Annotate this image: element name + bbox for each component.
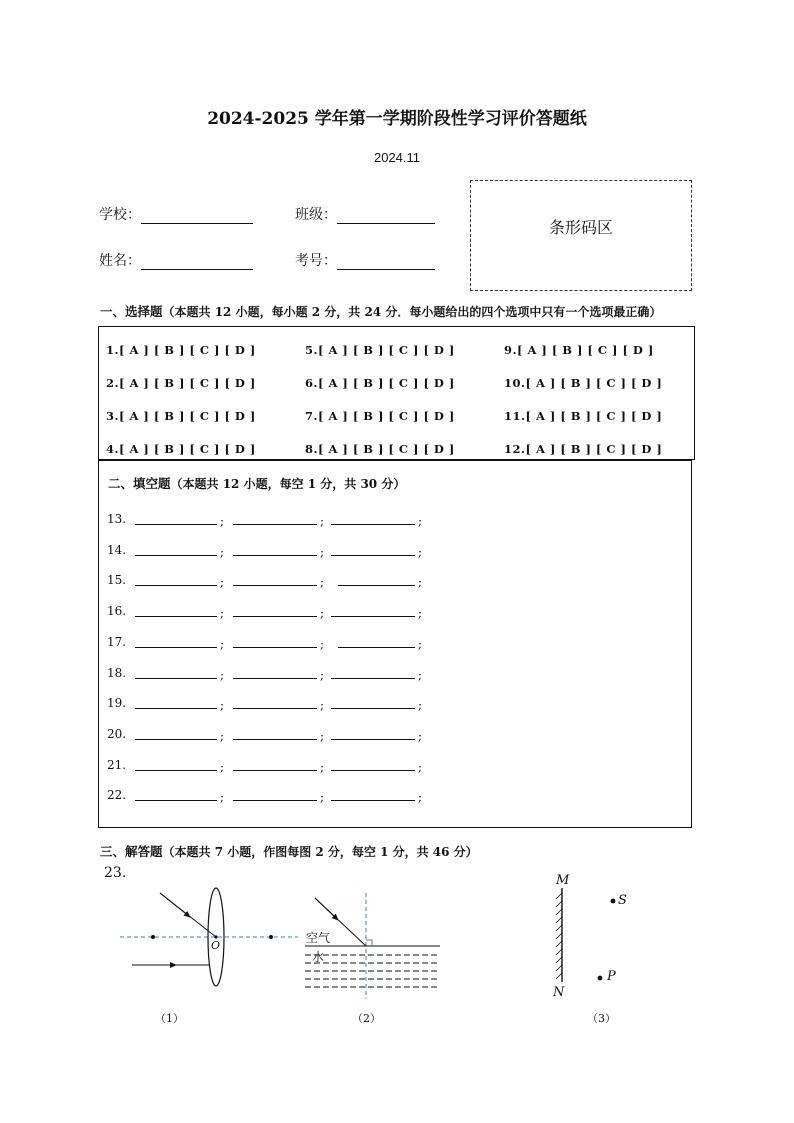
blank-separator: ; bbox=[418, 636, 423, 651]
blank-separator: ; bbox=[320, 667, 325, 682]
blank-separator: ; bbox=[320, 728, 325, 743]
name-label: 姓名： bbox=[99, 253, 141, 269]
class-field bbox=[295, 204, 435, 224]
blank-separator: ; bbox=[220, 698, 225, 713]
optical-center-label: O bbox=[211, 939, 221, 952]
fill-row-number: 21. bbox=[107, 757, 127, 772]
blank-separator: ; bbox=[320, 606, 325, 621]
point-s-dot bbox=[611, 899, 616, 904]
choice-item-3[interactable]: 3.[ A ] [ B ] [ C ] [ D ] bbox=[106, 409, 256, 423]
choice-item-9[interactable]: 9.[ A ] [ B ] [ C ] [ D ] bbox=[504, 343, 654, 357]
choice-item-2[interactable]: 2.[ A ] [ B ] [ C ] [ D ] bbox=[106, 376, 256, 390]
choice-item-12[interactable]: 12.[ A ] [ B ] [ C ] [ D ] bbox=[504, 442, 663, 456]
blank-separator: ; bbox=[320, 544, 325, 559]
blank-separator: ; bbox=[220, 790, 225, 805]
fill-row-number: 13. bbox=[107, 512, 127, 526]
exam-no-blank[interactable] bbox=[337, 269, 435, 270]
fill-blank[interactable] bbox=[233, 647, 317, 648]
blank-separator: ; bbox=[320, 575, 325, 590]
point-p-label: P bbox=[607, 969, 616, 984]
blank-separator: ; bbox=[320, 790, 325, 805]
section3-heading bbox=[100, 842, 478, 860]
right-angle-mark bbox=[366, 940, 372, 946]
section2-heading bbox=[108, 474, 405, 492]
focal-point-right bbox=[269, 935, 273, 939]
lens-figure bbox=[120, 880, 300, 995]
fill-blank[interactable] bbox=[233, 739, 317, 740]
fill-blank[interactable] bbox=[331, 770, 415, 771]
fill-blank[interactable] bbox=[135, 739, 217, 740]
page-title: 2024-2025 学年第一学期阶段性学习评价答题纸 bbox=[207, 109, 587, 129]
focal-point-left bbox=[151, 935, 155, 939]
fill-blank[interactable] bbox=[331, 555, 415, 556]
fill-blank[interactable] bbox=[331, 616, 415, 617]
figure-3-caption: （3） bbox=[587, 1012, 616, 1025]
blank-separator: ; bbox=[220, 514, 225, 528]
water-label: 水 bbox=[312, 950, 325, 964]
mirror-bottom-label: N bbox=[553, 985, 565, 1000]
section1-heading bbox=[100, 302, 661, 320]
fill-row-number: 22. bbox=[107, 788, 127, 803]
figure-2-caption: （2） bbox=[352, 1012, 381, 1025]
choice-item-6[interactable]: 6.[ A ] [ B ] [ C ] [ D ] bbox=[305, 376, 455, 390]
fill-blank[interactable] bbox=[338, 585, 415, 586]
choice-item-4[interactable]: 4.[ A ] [ B ] [ C ] [ D ] bbox=[106, 442, 256, 456]
fill-blank[interactable] bbox=[233, 678, 317, 679]
fill-answer-box bbox=[98, 460, 692, 828]
fill-blank[interactable] bbox=[331, 739, 415, 740]
choice-item-5[interactable]: 5.[ A ] [ B ] [ C ] [ D ] bbox=[305, 343, 455, 357]
blank-separator: ; bbox=[320, 514, 325, 528]
exam-no-label: 考号： bbox=[295, 253, 337, 269]
fill-blank[interactable] bbox=[331, 800, 415, 801]
blank-separator: ; bbox=[220, 575, 225, 590]
class-blank[interactable] bbox=[337, 223, 435, 224]
fill-blank[interactable] bbox=[135, 585, 217, 586]
fill-blank[interactable] bbox=[135, 616, 217, 617]
fill-blank[interactable] bbox=[233, 524, 317, 525]
school-label: 学校： bbox=[99, 207, 141, 223]
fill-row-number: 16. bbox=[107, 604, 127, 619]
blank-separator: ; bbox=[418, 575, 423, 590]
school-blank[interactable] bbox=[141, 223, 253, 224]
choice-item-11[interactable]: 11.[ A ] [ B ] [ C ] [ D ] bbox=[504, 409, 663, 423]
point-s-label: S bbox=[618, 893, 627, 908]
blank-separator: ; bbox=[220, 636, 225, 651]
blank-separator: ; bbox=[418, 698, 423, 713]
blank-separator: ; bbox=[220, 759, 225, 774]
blank-separator: ; bbox=[418, 728, 423, 743]
school-field bbox=[99, 204, 253, 224]
point-p-dot bbox=[598, 976, 603, 981]
fill-blank[interactable] bbox=[233, 800, 317, 801]
blank-separator: ; bbox=[418, 514, 423, 528]
blank-separator: ; bbox=[320, 698, 325, 713]
fill-blank[interactable] bbox=[233, 708, 317, 709]
fill-blank[interactable] bbox=[135, 678, 217, 679]
name-blank[interactable] bbox=[141, 269, 253, 270]
section2-note: （本题共 12 小题，每空 1 分，共 30 分） bbox=[170, 477, 406, 491]
fill-blank[interactable] bbox=[135, 770, 217, 771]
barcode-area bbox=[470, 180, 692, 291]
blank-separator: ; bbox=[220, 544, 225, 559]
blank-separator: ; bbox=[418, 606, 423, 621]
blank-separator: ; bbox=[220, 667, 225, 682]
ray-arrow-1 bbox=[160, 893, 190, 917]
fill-row-number: 18. bbox=[107, 665, 127, 680]
fill-blank[interactable] bbox=[135, 524, 217, 525]
fill-row-number: 20. bbox=[107, 726, 127, 741]
blank-separator: ; bbox=[220, 728, 225, 743]
choice-answer-box bbox=[98, 326, 695, 460]
fill-row-number: 17. bbox=[107, 634, 127, 649]
section1-note: （本题共 12 小题，每小题 2 分，共 24 分．每小题给出的四个选项中只有一个选项最正确） bbox=[162, 305, 662, 319]
exam-date: 2024.11 bbox=[373, 150, 421, 165]
blank-separator: ; bbox=[220, 606, 225, 621]
blank-separator: ; bbox=[418, 544, 423, 559]
fill-blank[interactable] bbox=[331, 524, 415, 525]
fill-row-number: 19. bbox=[107, 696, 127, 711]
fill-blank[interactable] bbox=[233, 770, 317, 771]
fill-blank[interactable] bbox=[135, 555, 217, 556]
name-field bbox=[99, 250, 253, 270]
incident-ray-arrow bbox=[315, 898, 338, 920]
fill-blank[interactable] bbox=[233, 585, 317, 586]
section2-title: 二、填空题 bbox=[108, 476, 171, 491]
figure-1-caption: （1） bbox=[155, 1012, 184, 1025]
blank-separator: ; bbox=[418, 790, 423, 805]
air-label: 空气 bbox=[306, 931, 331, 945]
fill-blank[interactable] bbox=[331, 708, 415, 709]
blank-separator: ; bbox=[320, 759, 325, 774]
fill-blank[interactable] bbox=[338, 647, 415, 648]
barcode-label: 条形码区 bbox=[548, 218, 613, 237]
section3-title: 三、解答题 bbox=[100, 844, 163, 859]
class-label: 班级： bbox=[295, 207, 337, 223]
choice-item-1[interactable]: 1.[ A ] [ B ] [ C ] [ D ] bbox=[106, 343, 256, 357]
choice-item-7[interactable]: 7.[ A ] [ B ] [ C ] [ D ] bbox=[305, 409, 455, 423]
question-23-number: 23. bbox=[104, 865, 127, 881]
blank-separator: ; bbox=[418, 667, 423, 682]
section3-note: （本题共 7 小题，作图每图 2 分，每空 1 分，共 46 分） bbox=[162, 845, 478, 859]
blank-separator: ; bbox=[320, 636, 325, 651]
fill-blank[interactable] bbox=[331, 678, 415, 679]
section1-title: 一、选择题 bbox=[100, 304, 163, 319]
mirror-top-label: M bbox=[556, 873, 570, 888]
fill-blank[interactable] bbox=[233, 616, 317, 617]
fill-blank[interactable] bbox=[233, 555, 317, 556]
fill-blank[interactable] bbox=[135, 708, 217, 709]
fill-blank[interactable] bbox=[135, 800, 217, 801]
blank-separator: ; bbox=[418, 759, 423, 774]
choice-item-8[interactable]: 8.[ A ] [ B ] [ C ] [ D ] bbox=[305, 442, 455, 456]
choice-item-10[interactable]: 10.[ A ] [ B ] [ C ] [ D ] bbox=[504, 376, 663, 390]
exam-no-field bbox=[295, 250, 435, 270]
fill-row-number: 15. bbox=[107, 573, 127, 588]
fill-blank[interactable] bbox=[135, 647, 217, 648]
fill-row-number: 14. bbox=[107, 542, 127, 557]
